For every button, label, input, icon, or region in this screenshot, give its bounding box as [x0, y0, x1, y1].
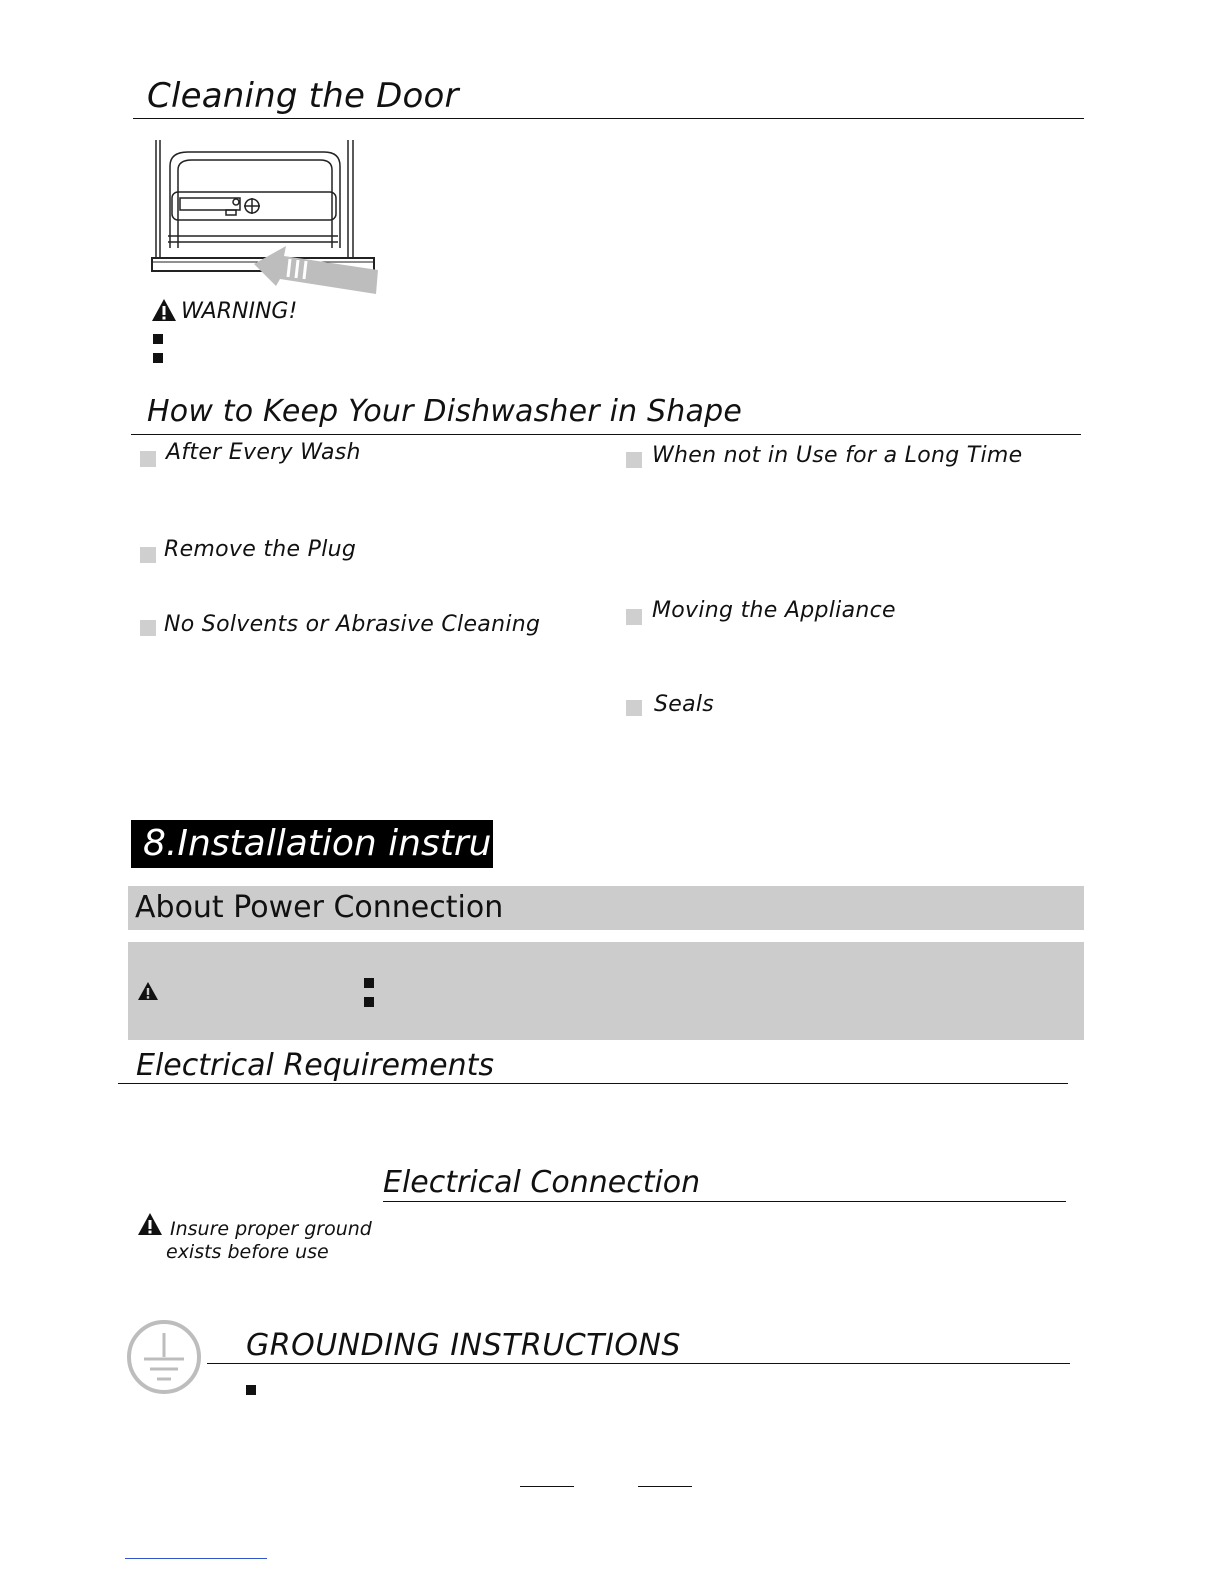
power-connection-heading: About Power Connection: [135, 890, 504, 925]
section-seals: Seals: [654, 692, 715, 717]
electrical-connection-title: Electrical Connection: [383, 1165, 701, 1200]
warning-icon: [137, 981, 159, 1001]
bullet-icon: [140, 547, 156, 563]
electrical-connection-rule: [383, 1201, 1066, 1202]
bullet-icon: [140, 620, 156, 636]
installation-banner: 8.Installation instruction: [131, 820, 493, 868]
bullet-icon: [364, 978, 374, 988]
keep-shape-rule: [131, 434, 1081, 435]
section-remove-plug: Remove the Plug: [164, 537, 357, 562]
warning-icon: [137, 1212, 163, 1236]
bullet-icon: [626, 700, 642, 716]
section-not-in-use: When not in Use for a Long Time: [652, 443, 1023, 468]
cleaning-door-title: Cleaning the Door: [147, 76, 459, 116]
electrical-requirements-title: Electrical Requirements: [136, 1048, 494, 1083]
power-connection-bar: [128, 886, 1084, 930]
grounding-rule: [207, 1363, 1070, 1364]
footer-rule-right: [638, 1486, 692, 1487]
footer-rule-left: [520, 1486, 574, 1487]
grounding-title: GROUNDING INSTRUCTIONS: [246, 1328, 681, 1363]
section-moving: Moving the Appliance: [652, 598, 896, 623]
bullet-icon: [153, 353, 163, 363]
bullet-icon: [153, 334, 163, 344]
bullet-icon: [364, 997, 374, 1007]
warning-label: WARNING!: [181, 299, 298, 324]
cleaning-door-rule: [133, 118, 1084, 119]
bullet-icon: [246, 1385, 256, 1395]
section-after-wash: After Every Wash: [166, 440, 361, 465]
bullet-icon: [626, 609, 642, 625]
link-underline: [125, 1558, 267, 1559]
bullet-icon: [626, 452, 642, 468]
ground-note-line2: exists before use: [166, 1241, 329, 1263]
door-cleaning-illustration: [148, 136, 380, 296]
electrical-requirements-rule: [118, 1083, 1068, 1084]
bullet-icon: [140, 451, 156, 467]
keep-shape-title: How to Keep Your Dishwasher in Shape: [147, 394, 742, 429]
ground-symbol-icon: [126, 1319, 204, 1395]
power-warning-panel: [128, 942, 1084, 1040]
section-no-solvents: No Solvents or Abrasive Cleaning: [164, 612, 541, 637]
ground-note-line1: Insure proper ground: [170, 1218, 372, 1240]
warning-icon: [151, 298, 177, 322]
